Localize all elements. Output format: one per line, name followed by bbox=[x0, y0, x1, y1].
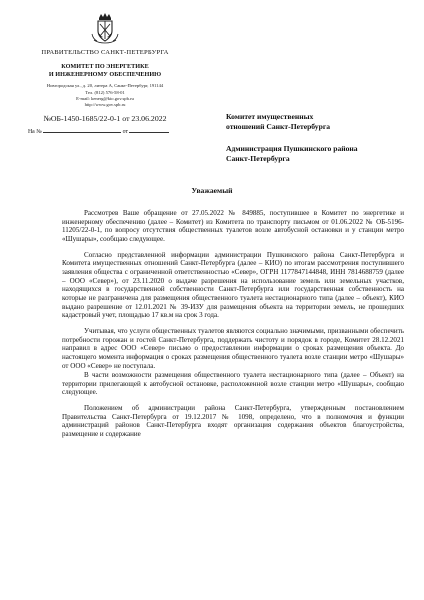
recipient-pushkin-administration: Администрация Пушкинского района Санкт-Петербурга bbox=[226, 144, 358, 163]
reference-date-blank bbox=[129, 127, 169, 133]
recipient-property-committee: Комитет имущественных отношений Санкт-Петербурга bbox=[226, 112, 331, 131]
government-title: ПРАВИТЕЛЬСТВО САНКТ-ПЕТЕРБУРГА bbox=[41, 49, 169, 56]
committee-name: КОМИТЕТ ПО ЭНЕРГЕТИКЕ И ИНЖЕНЕРНОМУ ОБЕСПЕЧЕНИЮ bbox=[48, 63, 162, 78]
phone-line: Тел. (812) 576-58-01 bbox=[85, 89, 125, 95]
letter-body bbox=[62, 209, 404, 446]
address-line: Новгородская ул., д. 20, литера А, Санкт-Петербург, 191144 bbox=[46, 83, 164, 89]
paragraph: Учитывая, что услуги общественных туалетов являются социально значимыми, призванными обеспечить потребности горожан и гостей Санкт-Петербурга, поддержать чистоту и порядок в городе, Комитет 28.12.2021 направил в адрес ООО «Север» письмо о предоставлении информации о сроках размещения объекта. До настоящего момента информация о сроках размещения общественного туалета возле станции метро «Шушары» от ООО «Север» не поступала. bbox=[62, 326, 404, 370]
paragraph: Положением об администрации района Санкт-Петербурга, утвержденным постановлением Правительства Санкт-Петербурга от 19.12.2017 № 1098, определено, что в полномочия и функции администраций районов Санкт-Петербурга входят организация содержания объектов благоустройства, размещение и содержание bbox=[62, 404, 404, 439]
addressee-block bbox=[226, 112, 406, 176]
registration-number: №ОБ-1450-1685/22-0-1 от 23.06.2022 bbox=[43, 113, 167, 123]
email-line: E-mail: kenerg@kio.gov.spb.ru bbox=[76, 96, 134, 101]
paragraph: В части возможности размещения общественного туалета нестационарного типа (далее – Объект) на территории прилегающей к автобусной остановке, расположенной возле станции метро «Шушары», сообщаю следующее. bbox=[62, 371, 404, 397]
contacts-block bbox=[20, 83, 190, 109]
reference-number-label: На № bbox=[28, 128, 42, 135]
paragraph: Рассмотрев Ваше обращение от 27.05.2022 № 849885, поступившее в Комитет по энергетике и инженерному обеспечению (далее – Комитет) из Комитета по транспорту письмом от 01.06.2022 № ОБ-5196-11205/22-0-1, по вопросу отсутствия общественных туалетов возле автобусной остановки и у станции метро «Шушары», сообщаю следующее. bbox=[62, 209, 404, 243]
letterhead bbox=[20, 12, 190, 135]
greeting: Уважаемый bbox=[191, 186, 233, 195]
reference-date-label: от bbox=[122, 128, 129, 135]
website-line: http://www.gov.spb.ru bbox=[84, 102, 126, 108]
reference-number-blank bbox=[43, 127, 121, 133]
coat-of-arms-icon bbox=[88, 12, 122, 46]
reference-fill-line bbox=[20, 127, 190, 135]
paragraph: Согласно представленной информации администрации Пушкинского района Санкт-Петербурга и Комитета имущественных отношений Санкт-Петербурга (далее – КИО) по итогам рассмотрения поступившего заявления общества с ограниченной ответственностью «Север», ОГРН 1177847144848, ИНН 7814688759 (далее – ООО «Север»), от 23.11.2020 о выдаче разрешения на использование земель или земельных участков, находящихся в государственной собственности Санкт-Петербурга или государственная собственность на которые не разграничена для размещения общественного туалета нестационарного типа (далее – объект), КИО выдано разрешение от 12.01.2021 № 39-ИЗУ для размещения объекта на территории земель, не прошедших кадастровый учет, площадью 17 кв.м на срок 3 года. bbox=[62, 250, 404, 320]
